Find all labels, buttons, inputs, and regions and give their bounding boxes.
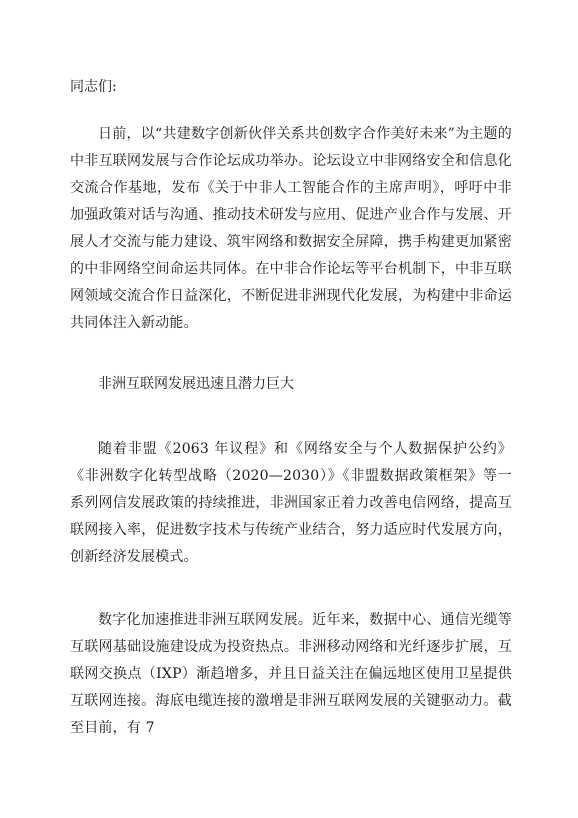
salutation: 同志们: xyxy=(70,79,117,95)
paragraph-intro: 日前，以“共建数字创新伙伴关系共创数字合作美好未来”为主题的中非互联网发展与合作论坛成功举办。论坛设立中非网络安全和信息化交流合作基地，发布《关于中非人工智能合作的主席声明》，呼吁中非加强政策对话与沟通、推动技术研发与应用、促进产业合作与发展、开展人才交流与能力建设、筑牢网络和数据安全屏障，携手构建更加紧密的中非网络空间命运共同体。在中非合作论坛等平台机制下，中非互联网领域交流合作日益深化，不断促进非洲现代化发展，为构建中非命运共同体注入新动能。 xyxy=(70,126,512,331)
paragraph-gap xyxy=(70,571,512,607)
paragraph-digitalization: 数字化加速推进非洲互联网发展。近年来，数据中心、通信光缆等互联网基础设施建设成为投资热点。非洲移动网络和光纤逐步扩展，互联网交换点（IXP）渐趋增多，并且日益关注在偏远地区使用卫星提供互联网连接。海底电缆连接的激增是非洲互联网发展的关键驱动力。截至目前，有 7 xyxy=(70,612,512,736)
paragraph-policy: 随着非盟《2063 年议程》和《网络安全与个人数据保护公约》《非洲数字化转型战略（2020—2030）》《非盟数据政策框架》等一系列网信发展政策的持续推进，非洲国家正着力改善电信网络，提高互联网接入率，促进数字技术与传统产业结合，努力适应时代发展方向，创新经济发展模式。 xyxy=(70,441,512,565)
section-heading: 非洲互联网发展迅速且潜力巨大 xyxy=(98,376,294,392)
